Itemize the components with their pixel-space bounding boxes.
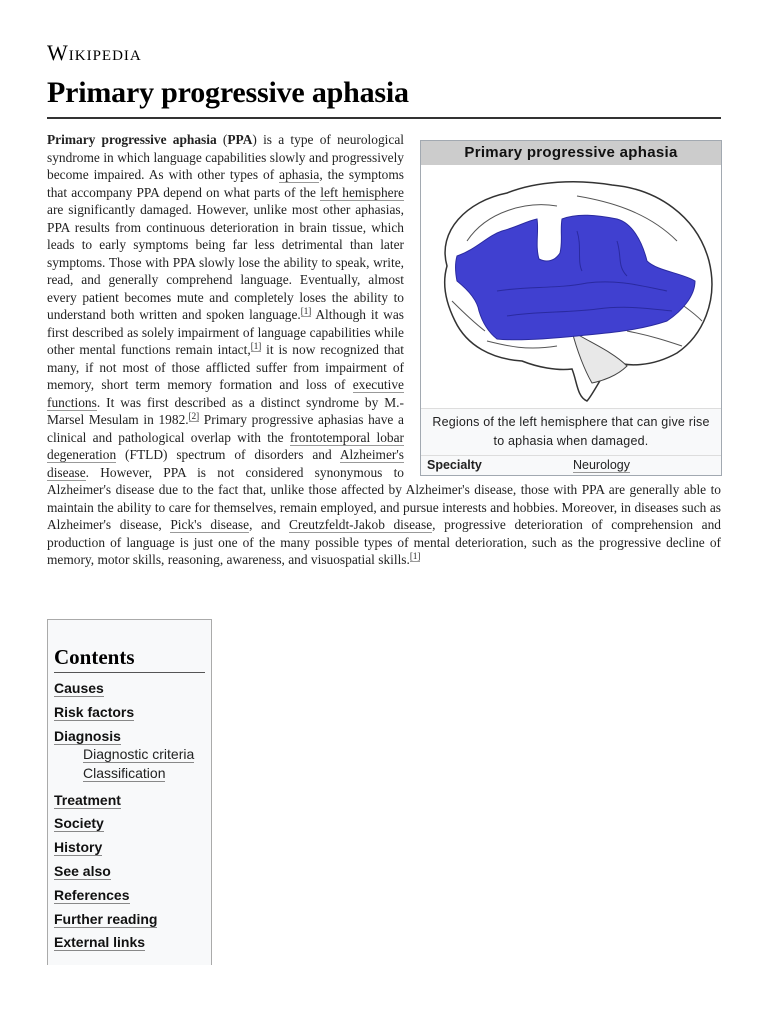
- link-picks-disease[interactable]: Pick's disease: [170, 517, 250, 532]
- brain-image: [427, 171, 715, 403]
- text: , the symptoms that accompany PPA depend on what parts of the: [47, 167, 404, 200]
- text: Although it was first described as solely impairment of language capabilities while other mental functions remain intact,: [47, 307, 404, 357]
- toc-label: Society: [54, 815, 104, 832]
- toc-item-external-links[interactable]: [54, 934, 194, 958]
- specialty-label: Specialty: [427, 458, 482, 472]
- text: it is now recognized that many, if not most of those afflicted suffer from impairment of memory, short term memory formation and loss of: [47, 342, 404, 392]
- toc-label: Classification: [83, 765, 166, 782]
- toc-subitem-classification[interactable]: [54, 765, 194, 785]
- text: (: [216, 132, 228, 147]
- toc-item-further-reading[interactable]: [54, 911, 194, 935]
- text: , and: [249, 517, 289, 532]
- link-aphasia[interactable]: aphasia: [279, 167, 320, 182]
- toc-label: Causes: [54, 680, 104, 696]
- brain-illustration[interactable]: [421, 165, 721, 409]
- toc-item-diagnosis[interactable]: [54, 728, 194, 746]
- bold-abbrev: PPA: [227, 132, 253, 147]
- text: ) is a type of neurological syndrome in which language capabilities slowly and progressively become impaired. As with other types of: [47, 132, 404, 182]
- page-title: Primary progressive aphasia: [47, 76, 409, 109]
- toc-title: Contents: [54, 645, 205, 673]
- link-executive-functions[interactable]: executive functions: [47, 377, 404, 410]
- link-alzheimers[interactable]: Alzheimer's disease: [47, 447, 404, 480]
- infobox-title: Primary progressive aphasia: [421, 141, 721, 165]
- ref-link[interactable]: [1]: [300, 305, 312, 316]
- link-ftld[interactable]: frontotemporal lobar degeneration: [47, 429, 404, 462]
- toc-label: External links: [54, 934, 146, 951]
- table-of-contents: [47, 619, 212, 965]
- toc-label: Further reading: [54, 910, 158, 927]
- link-cjd[interactable]: Creutzfeldt-Jakob disease: [288, 517, 433, 532]
- toc-label: References: [54, 886, 130, 903]
- toc-label: See also: [54, 862, 111, 879]
- ref-link[interactable]: [1]: [409, 550, 421, 561]
- text: . However, PPA is not considered synonymous to Alzheimer's disease due to the fact that, unlike those affected by Alzheimer's disease, those with PPA are generally able to maintain the ability to care for themselves, remain employed, and pursue interests and hobbies. Moreover, in diseases such as Alzheimer's disease,: [47, 464, 721, 532]
- toc-item-risk-factors[interactable]: [54, 704, 194, 728]
- toc-label: Risk factors: [54, 703, 135, 720]
- toc-item-treatment[interactable]: [54, 792, 194, 816]
- infobox-caption: Regions of the left hemisphere that can give rise to aphasia when damaged.: [432, 415, 710, 448]
- title-divider: [47, 117, 721, 119]
- bold-term: Primary progressive aphasia: [47, 132, 217, 147]
- text: . It was first described as a distinct syndrome by M.-Marsel Mesulam in 1982.: [47, 394, 404, 427]
- text: are significantly damaged. However, unlike most other aphasias, PPA results from continuous deterioration in brain tissue, which leads to early symptoms being far less detrimental than later symptoms. Those with PPA slowly lose the ability to speak, write, read, and generally comprehend language. Eventually, almost every patient becomes mute and completely loses the ability to understand both written and spoken language.: [47, 202, 404, 322]
- toc-label: Diagnosis: [54, 727, 121, 744]
- wikipedia-wordmark[interactable]: [47, 40, 142, 66]
- infobox-row-specialty: [421, 455, 721, 475]
- toc-list: [54, 680, 194, 958]
- link-left-hemisphere[interactable]: left hemisphere: [320, 184, 404, 200]
- text: (FTLD) spectrum of disorders and: [116, 447, 340, 462]
- toc-item-see-also[interactable]: [54, 863, 194, 887]
- toc-item-references[interactable]: [54, 887, 194, 911]
- toc-subitem-diagnostic-criteria[interactable]: [54, 746, 194, 766]
- text: , progressive deterioration of comprehension and production of language is just one of the many possible types of mental deterioration, such as the progressive decline of memory, motor skills, reasoning, awareness, and visuospatial skills.: [47, 517, 721, 567]
- link-neurology[interactable]: Neurology: [573, 458, 630, 472]
- wordmark-text: Wikipedia: [47, 40, 142, 65]
- specialty-value: [573, 458, 630, 472]
- toc-item-history[interactable]: [54, 839, 194, 863]
- infobox: [420, 140, 722, 476]
- text: Primary progressive aphasias have a clinical and pathological overlap with the: [47, 412, 404, 445]
- toc-label: Treatment: [54, 791, 121, 808]
- toc-item-causes[interactable]: [54, 680, 194, 704]
- ref-link[interactable]: [2]: [188, 410, 200, 421]
- toc-item-society[interactable]: [54, 815, 194, 839]
- toc-label: Diagnostic criteria: [83, 745, 195, 762]
- ref-link[interactable]: [1]: [250, 340, 262, 351]
- toc-label: History: [54, 839, 103, 856]
